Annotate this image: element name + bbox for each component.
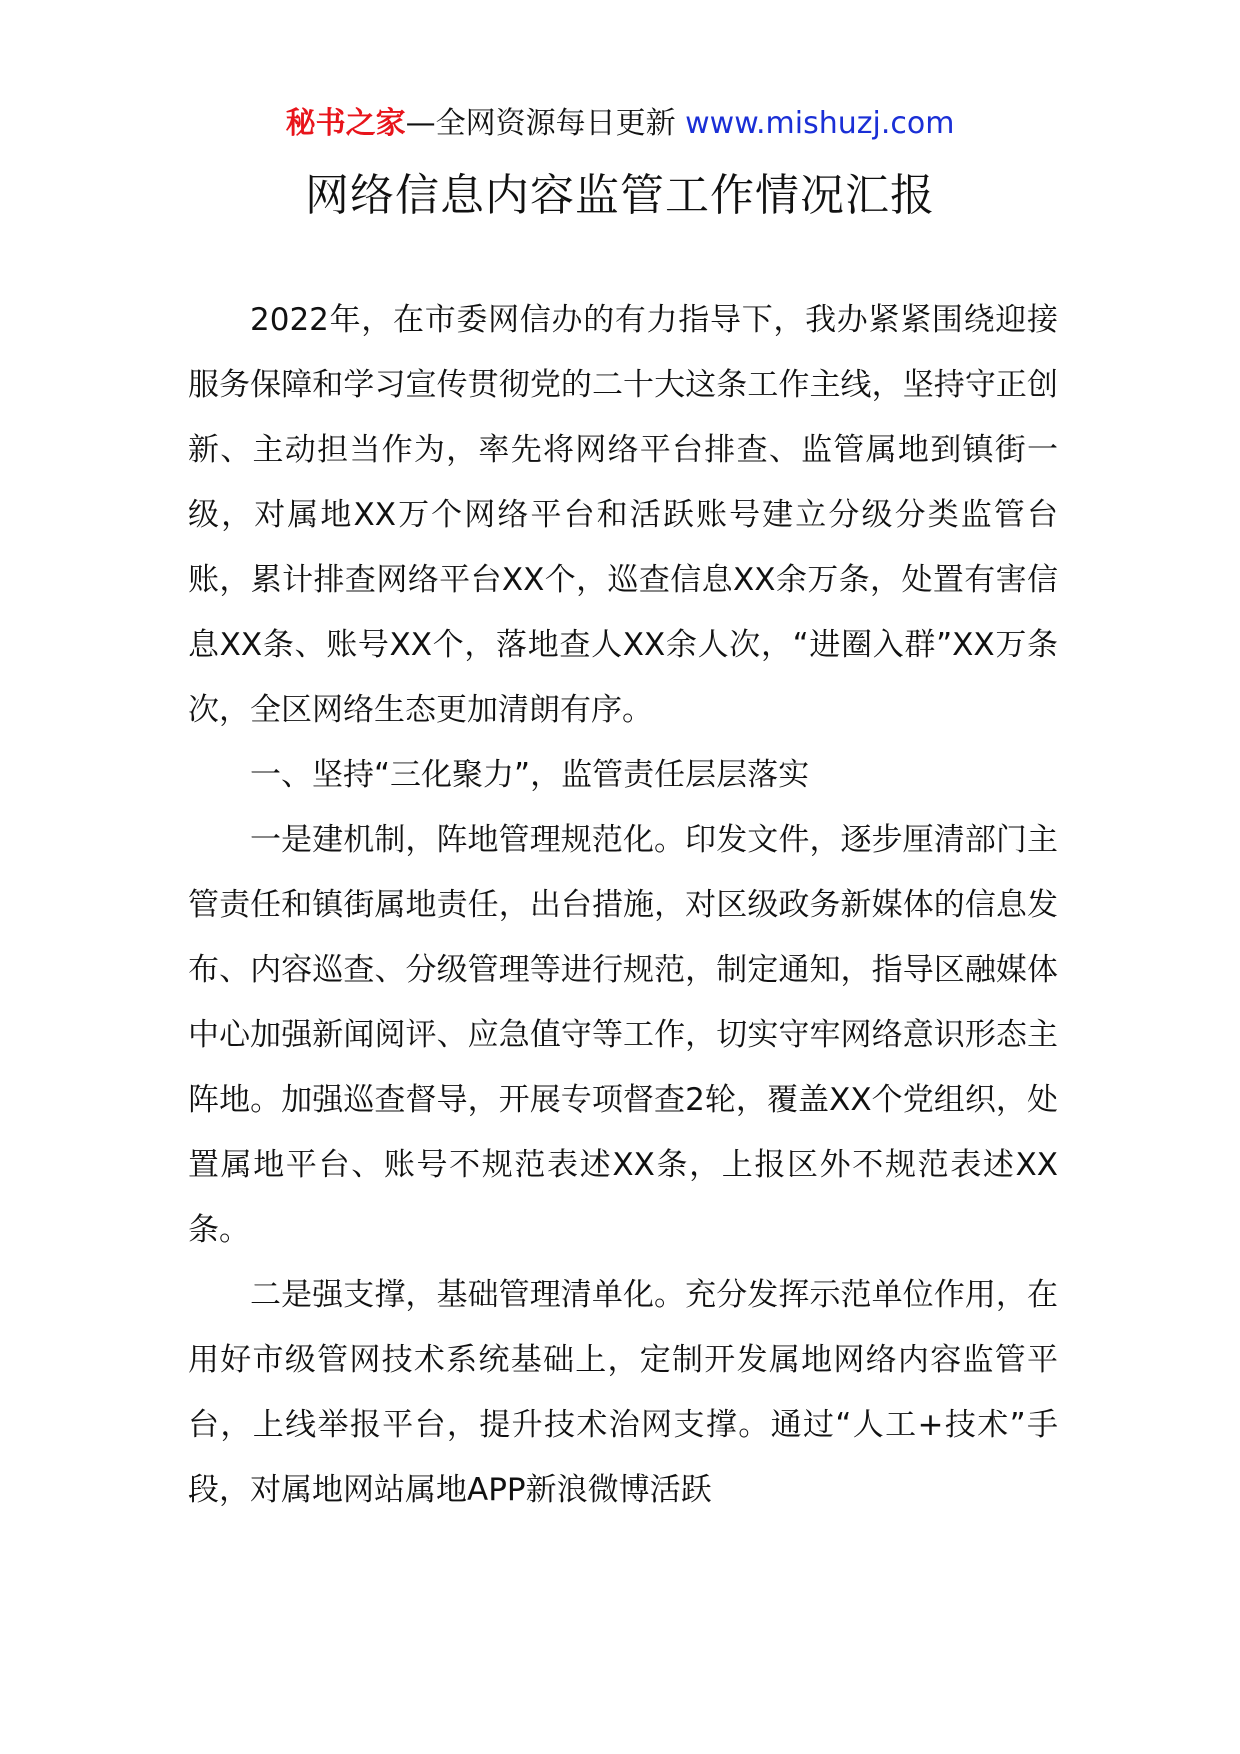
- document-title: 网络信息内容监管工作情况汇报: [305, 170, 935, 221]
- body-paragraph: 2022年，在市委网信办的有力指导下，我办紧紧围绕迎接服务保障和学习宣传贯彻党的二十大这条工作主线，坚持守正创新、主动担当作为，率先将网络平台排查、监管属地到镇街一级，对属地XX万个网络平台和活跃账号建立分级分类监管台账，累计排查网络平台XX个，巡查信息XX余万条，处置有害信息XX条、账号XX个，落地查人XX余人次，“进圈入群”XX万条次，全区网络生态更加清朗有序。: [188, 302, 1058, 728]
- header-tagline: —全网资源每日更新: [405, 106, 686, 141]
- site-header: [0, 104, 1240, 144]
- section-heading: 一、坚持“三化聚力”，监管责任层层落实: [250, 757, 810, 793]
- brand-name: 秘书之家: [285, 106, 406, 141]
- body-paragraph: 一是建机制，阵地管理规范化。印发文件，逐步厘清部门主管责任和镇街属地责任，出台措施，对区级政务新媒体的信息发布、内容巡查、分级管理等进行规范，制定通知，指导区融媒体中心加强新闻阅评、应急值守等工作，切实守牢网络意识形态主阵地。加强巡查督导，开展专项督查2轮，覆盖XX个党组织，处置属地平台、账号不规范表述XX条，上报区外不规范表述XX条。: [188, 822, 1058, 1248]
- body-paragraph: 二是强支撑，基础管理清单化。充分发挥示范单位作用，在用好市级管网技术系统基础上，定制开发属地网络内容监管平台，上线举报平台，提升技术治网支撑。通过“人工+技术”手段，对属地网站属地APP新浪微博活跃: [188, 1277, 1058, 1508]
- site-url-link[interactable]: www.mishuzj.com: [685, 106, 955, 141]
- document-body: [188, 288, 1058, 1523]
